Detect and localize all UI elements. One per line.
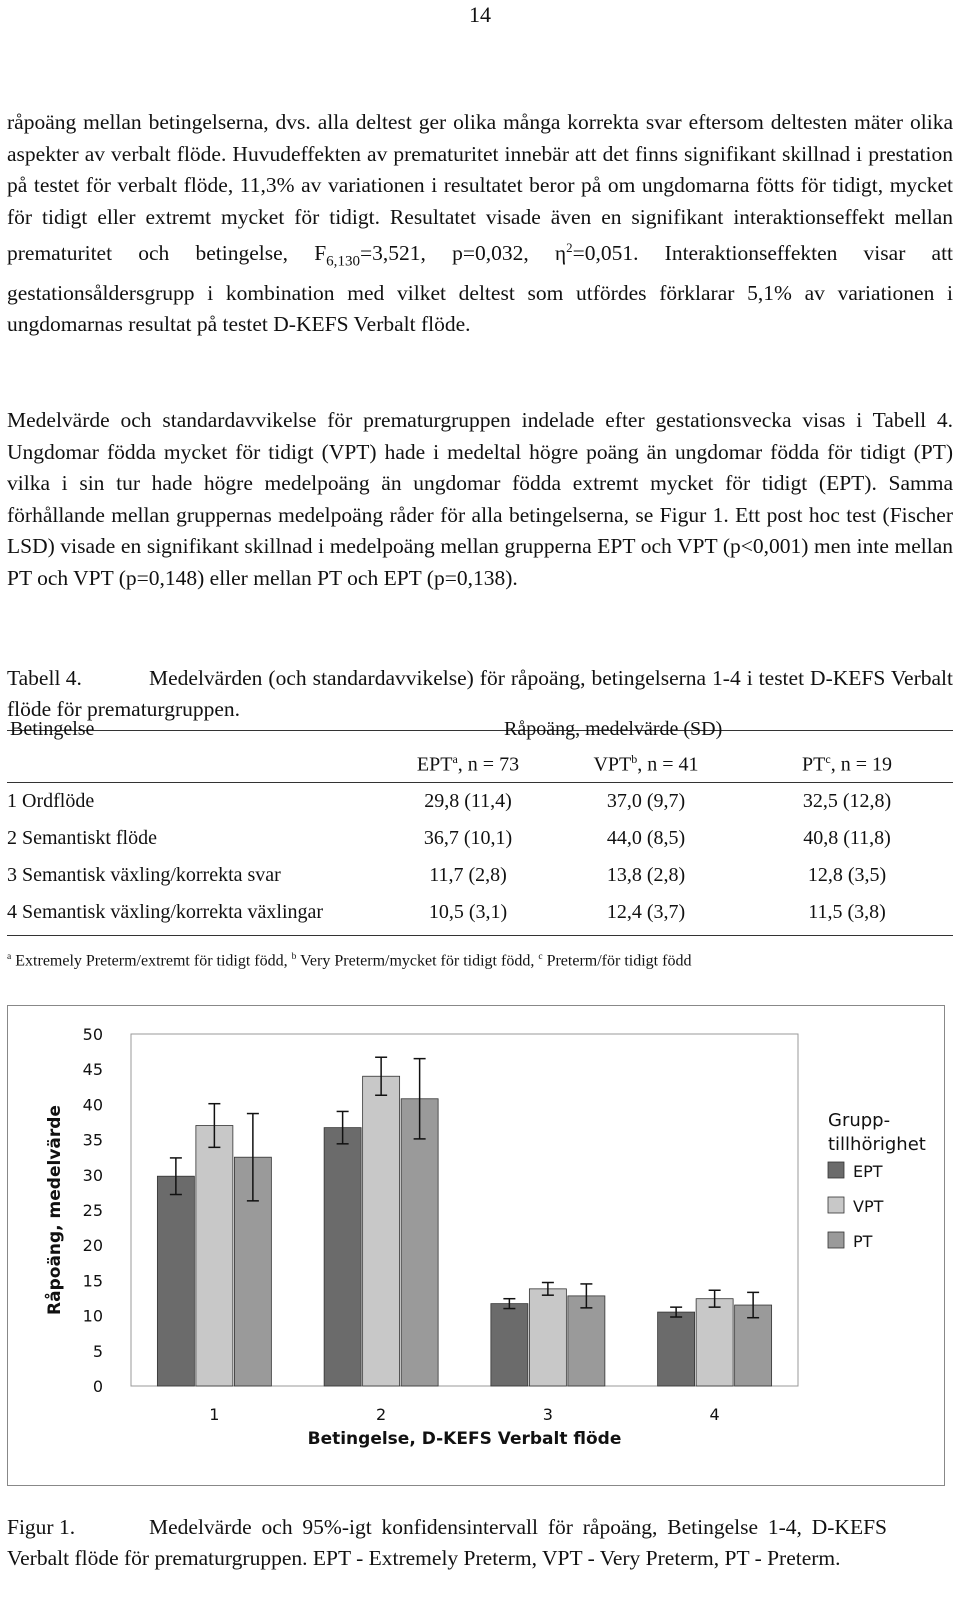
table-header-group: Råpoäng, medelvärde (SD)	[504, 718, 723, 740]
bar-ept	[324, 1128, 361, 1386]
bar-pt	[568, 1296, 605, 1386]
bar-vpt	[363, 1076, 400, 1386]
table-row-label: 4 Semantisk växling/korrekta växlingar	[7, 901, 324, 923]
figure-caption-label: Figur 1.	[7, 1515, 76, 1539]
table-cell: 11,5 (3,8)	[808, 901, 886, 923]
x-tick-label: 3	[542, 1405, 553, 1424]
y-tick-label: 0	[92, 1377, 103, 1396]
x-tick-label: 2	[376, 1405, 387, 1424]
y-axis-label: Råpoäng, medelvärde	[45, 1105, 65, 1315]
figure-caption-text: Medelvärde och 95%-igt konfidensintervall för råpoäng, Betingelse 1-4, D-KEFS Verbalt flöde för prematurgruppen. EPT - Extremely Preterm, VPT - Very Preterm, PT - Preterm.	[7, 1515, 887, 1570]
stat-values: =3,521, p=0,032, η	[360, 241, 567, 266]
y-tick-label: 40	[82, 1095, 103, 1115]
legend-label-vpt: VPT	[853, 1197, 884, 1216]
table-cell: 11,7 (2,8)	[429, 864, 507, 886]
bar-vpt	[529, 1289, 566, 1386]
bar-chart	[8, 1006, 943, 1484]
table-header-vpt: VPT$^b$, n = 41	[593, 752, 699, 776]
paragraph-text: råpoäng mellan betingelserna, dvs. alla deltest ger olika många korrekta svar eftersom deltesten mäter olika aspekter av verbalt flöde. Huvudeffekten av prematuritet innebär att det finns signifikant skillnad i prestation på testet för verbalt flöde, 11,3% av variationen i resultatet beror på om ungdomarna fötts för tidigt, mycket för tidigt eller extremt mycket för tidigt. Resultatet visade även en signifikant interaktionseffekt mellan prematuritet och betingelse,	[7, 110, 953, 266]
stat-eta-exponent: 2	[566, 241, 573, 255]
legend-title: tillhörighet	[828, 1134, 926, 1155]
y-tick-label: 15	[82, 1271, 103, 1291]
bar-ept	[658, 1312, 695, 1386]
body-paragraph-1	[7, 107, 953, 341]
results-table	[7, 718, 953, 940]
bar-ept	[491, 1304, 528, 1386]
y-tick-label: 25	[82, 1201, 103, 1220]
table-cell: 32,5 (12,8)	[802, 790, 892, 812]
table-cell: 29,8 (11,4)	[424, 790, 512, 812]
figure-caption	[7, 1512, 887, 1574]
table-cell: 12,8 (3,5)	[807, 864, 887, 886]
y-tick-label: 30	[82, 1165, 103, 1185]
table-cell: 40,8 (11,8)	[803, 827, 891, 849]
legend-label-ept: EPT	[853, 1162, 883, 1181]
page-number: 14	[469, 2, 491, 27]
bar-ept	[157, 1176, 194, 1386]
table-cell: 44,0 (8,5)	[606, 827, 686, 849]
paragraph-text-cont: Interaktionseffekten visar att gestationsåldersgrupp i kombination med vilket deltest som utfördes förklarar 5,1% av variationen i ungdomarnas resultat på testet D-KEFS Verbalt flöde.	[7, 241, 954, 337]
table-cell: 10,5 (3,1)	[428, 901, 508, 923]
table-bottom-rule	[7, 935, 953, 936]
x-tick-label: 1	[209, 1405, 220, 1424]
table-header-ept: EPT$^a$, n = 73	[416, 752, 520, 776]
table-row-label: 2 Semantiskt flöde	[7, 827, 157, 849]
bar-vpt	[196, 1126, 233, 1386]
bar-pt	[401, 1099, 438, 1386]
stat-eta-value: =0,051.	[572, 241, 639, 266]
table-header-pt: $PT^c$, n = 19	[802, 752, 892, 776]
stat-f-df: 6,130	[326, 253, 361, 270]
stat-f: F	[314, 241, 327, 266]
chart-frame	[7, 1005, 945, 1486]
table-row-label: 3 Semantisk växling/korrekta svar	[7, 864, 281, 886]
table-cell: 37,0 (9,7)	[606, 790, 686, 812]
x-tick-label: 4	[709, 1405, 720, 1424]
y-tick-label: 50	[82, 1025, 103, 1044]
table-cell: 13,8 (2,8)	[606, 864, 686, 886]
y-tick-label: 20	[82, 1236, 103, 1256]
legend-label-pt: PT	[853, 1232, 873, 1251]
table-cell: 36,7 (10,1)	[423, 827, 513, 849]
y-tick-label: 10	[82, 1306, 103, 1326]
legend-swatch-ept	[828, 1162, 844, 1178]
legend-swatch-pt	[828, 1232, 844, 1248]
y-tick-label: 5	[92, 1341, 103, 1361]
y-tick-label: 35	[82, 1130, 103, 1150]
x-axis-label: Betingelse, D-KEFS Verbalt flöde	[307, 1429, 622, 1449]
table-caption	[7, 663, 953, 725]
table-header-condition: Betingelse	[10, 718, 95, 740]
bar-vpt	[696, 1299, 733, 1386]
table-caption-label: Tabell 4.	[7, 666, 82, 690]
legend-swatch-vpt	[828, 1197, 844, 1213]
table-caption-text: Medelvärden (och standardavvikelse) för råpoäng, betingelserna 1-4 i testet D-KEFS Verbalt flöde för prematurgruppen.	[7, 666, 953, 721]
table-header-rule	[7, 782, 953, 783]
body-paragraph-2: Medelvärde och standardavvikelse för prematurgruppen indelade efter gestationsvecka visas i Tabell 4. Ungdomar födda mycket för tidigt (VPT) hade i medeltal högre poäng än ungdomar födda för tidigt (PT) vilka i sin tur hade högre medelpoäng än ungdomar födda extremt mycket för tidigt (EPT). Samma förhållande mellan gruppernas medelpoäng råder för alla betingelserna, se Figur 1. Ett post hoc test (Fischer LSD) visade en signifikant skillnad i medelpoäng mellan grupperna EPT och VPT (p<0,001) men inte mellan PT och VPT (p=0,148) eller mellan PT och EPT (p=0,138).	[7, 408, 953, 590]
table-cell: 12,4 (3,7)	[606, 901, 686, 923]
table-top-rule	[7, 730, 953, 731]
y-tick-label: 45	[82, 1060, 103, 1080]
legend-title: Grupp-	[828, 1110, 891, 1131]
table-footnote: $^a$ Extremely Preterm/extremt för tidigt född, $^b$ Very Preterm/mycket för tidigt född, $^c$ Preterm/för tidigt född	[7, 951, 692, 970]
table-row-label: 1 Ordflöde	[7, 790, 95, 812]
